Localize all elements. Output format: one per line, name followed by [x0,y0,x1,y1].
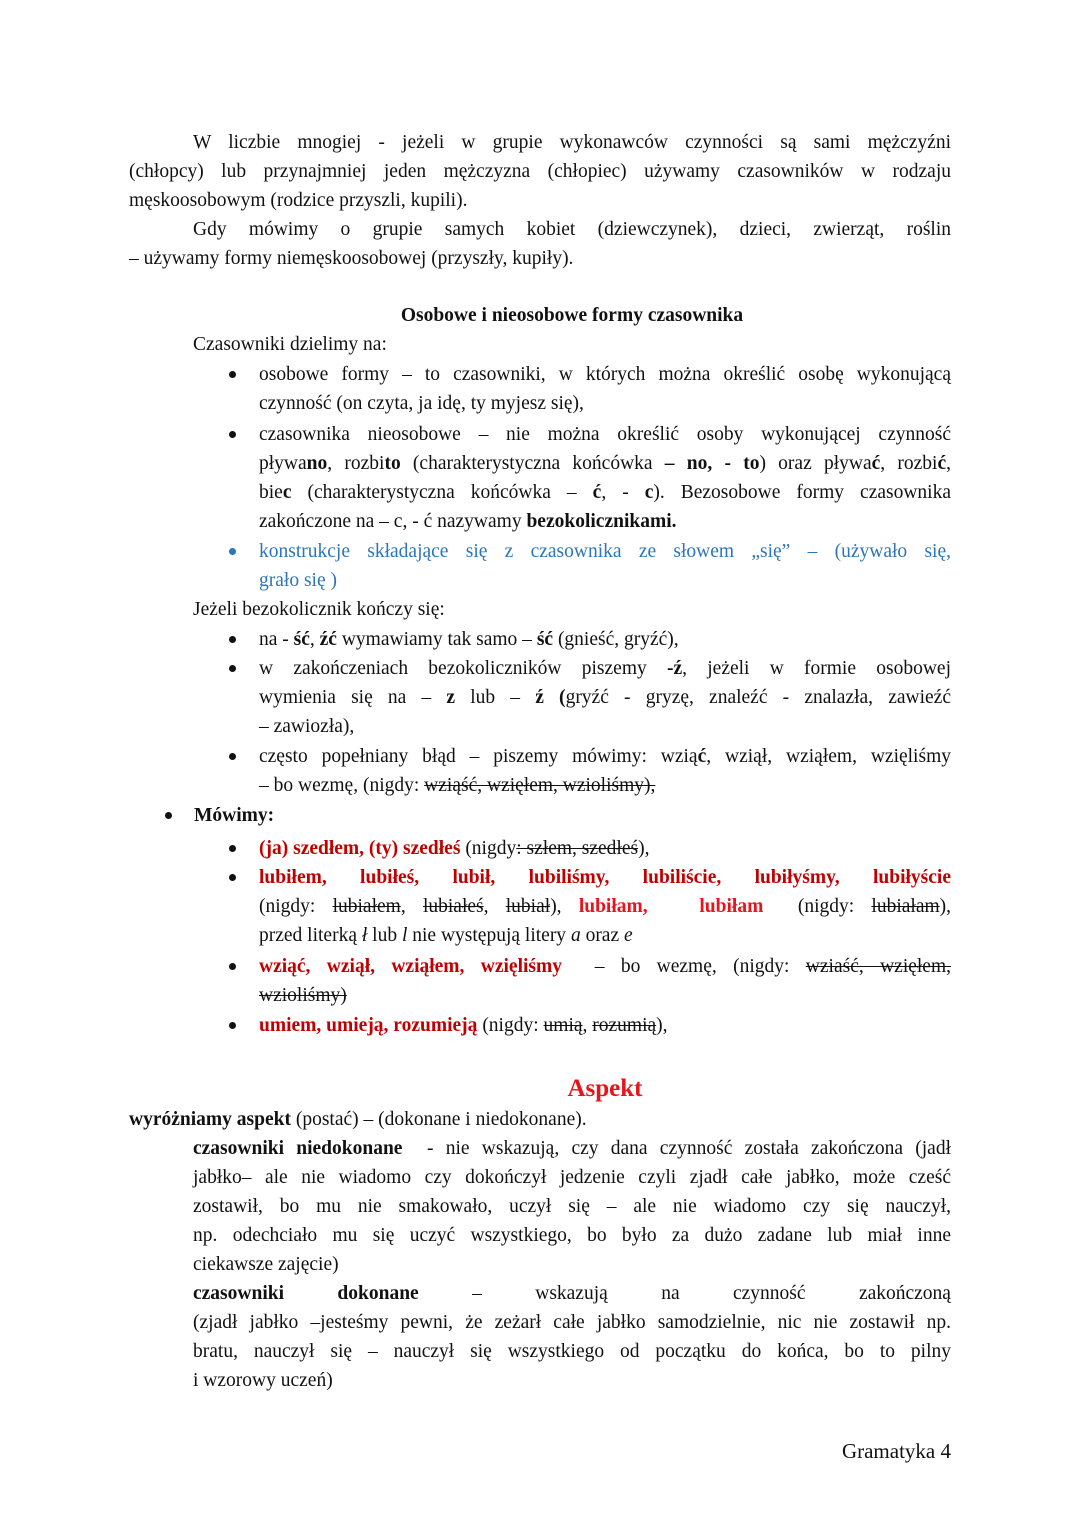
bullet-icon [229,371,236,378]
personal-forms-line1: osobowe formy – to czasowniki, w których można określić osobę wykonującą [259,364,951,385]
mowimy-szedlem: (ja) szedłem, (ty) szedłeś (nigdy: szłem, szedłeś), [259,838,650,859]
mowimy-lubilem-line2: (nigdy: lubiałem, lubiałeś, lubiał), lubiłam, lubiłam (nigdy: lubiałam), [259,896,952,917]
intro-p1-line1: W liczbie mnogiej - jeżeli w grupie wykonawców czynności są sami mężczyźni [193,132,951,153]
aspekt-intro: wyróżniamy aspekt (postać) – (dokonane i niedokonane). [129,1109,587,1130]
intro-p2-line2: – używamy formy niemęskoosobowej (przyszły, kupiły). [129,248,574,269]
bullet-icon [229,665,236,672]
imperfective-line4: np. odechciało mu się uczyć wszystkiego, bo było za dużo zadane lub miał inne [193,1225,951,1246]
impersonal-forms-line3: biec (charakterystyczna końcówka – ć, - c). Bezosobowe formy czasownika [259,482,952,503]
bullet-icon [229,636,236,643]
impersonal-forms-line1: czasownika nieosobowe – nie można określić osoby wykonującej czynność [259,424,951,445]
reflexive-line1: konstrukcje składające się z czasownika ze słowem „się” – (używało się, [259,541,951,562]
section1-lead2: Jeżeli bezokolicznik kończy się: [193,599,445,620]
bullet-icon [229,963,236,970]
intro-p1-line2: (chłopcy) lub przynajmniej jeden mężczyzna (chłopiec) używamy czasowników w rodzaju [129,161,951,182]
bullet-icon [229,874,236,881]
intro-p2-line1: Gdy mówimy o grupie samych kobiet (dziewczynek), dzieci, zwierząt, roślin [193,219,951,240]
infinitive-z-line3: – zawiozła), [259,716,355,737]
intro-p1-line3: męskoosobowym (rodzice przyszli, kupili). [129,190,468,211]
bullet-icon [229,431,236,438]
infinitive-z-line2: wymienia się na – z lub – ź (gryźć - gryzę, znaleźć - znalazła, zawieźć [259,687,951,708]
perfective-line3: bratu, nauczył się – nauczył się wszystkiego od początku do końca, bo to pilny [193,1341,951,1362]
mowimy-lubilem-line3: przed literką ł lub l nie występują litery a oraz e [259,925,633,946]
page-footer: Gramatyka 4 [841,1439,951,1463]
imperfective-line3: zostawił, bo mu nie smakowało, uczył się – ale nie wiadomo czy się nauczył, [193,1196,951,1217]
mowimy-umiem: umiem, umieją, rozumieją (nigdy: umią, rozumią), [259,1015,668,1036]
perfective-line1: czasowniki dokonane – wskazują na czynność zakończoną [193,1283,951,1304]
imperfective-line5: ciekawsze zajęcie) [193,1254,339,1275]
perfective-line2: (zjadł jabłko –jesteśmy pewni, że zeżarł całe jabłko samodzielnie, nic nie zostawił np. [193,1312,951,1333]
mowimy-wziac-line2: wzioliśmy) [259,985,347,1006]
reflexive-line2: grało się ) [259,570,337,591]
bullet-icon [229,845,236,852]
infinitive-z-line1: w zakończeniach bezokoliczników piszemy -ź, jeżeli w formie osobowej [259,658,951,679]
personal-forms-line2: czynność (on czyta, ja idę, ty myjesz się), [259,393,584,414]
mowimy-lubilem-line1: lubiłem, lubiłeś, lubił, lubiliśmy, lubiliście, lubiłyśmy, lubiłyście [259,867,951,888]
perfective-line4: i wzorowy uczeń) [193,1370,333,1391]
bullet-icon [229,753,236,760]
section1-lead: Czasowniki dzielimy na: [193,334,387,355]
bullet-icon [229,548,236,555]
section-title-forms: Osobowe i nieosobowe formy czasownika [400,305,744,326]
impersonal-forms-line2: pływano, rozbito (charakterystyczna końcówka – no, - to) oraz pływać, rozbić, [259,453,951,474]
bullet-icon [165,812,172,819]
mowimy-wziac-line1: wziąć, wziął, wziąłem, wzięliśmy – bo wezmę, (nigdy: wziaść, wzięłem, [259,956,952,977]
mowimy-label: Mówimy: [194,805,275,826]
infinitive-sc-zc: na - ść, źć wymawiamy tak samo – ść (gnieść, gryźć), [259,629,679,650]
bullet-icon [229,1022,236,1029]
common-error-line1: często popełniany błąd – piszemy mówimy: wziąć, wziął, wziąłem, wzięliśmy [259,746,951,767]
imperfective-line1: czasowniki niedokonane - nie wskazują, czy dana czynność została zakończona (jadł [193,1138,951,1159]
common-error-line2: – bo wezmę, (nigdy: wziąść, wzięłem, wzioliśmy), [259,775,656,796]
imperfective-line2: jabłko– ale nie wiadomo czy dokończył jedzenie czyli zjadł całe jabłko, może cześć [193,1167,951,1188]
section-title-aspekt: Aspekt [567,1075,643,1102]
impersonal-forms-line4: zakończone na – c, - ć nazywamy bezokolicznikami. [259,511,677,532]
